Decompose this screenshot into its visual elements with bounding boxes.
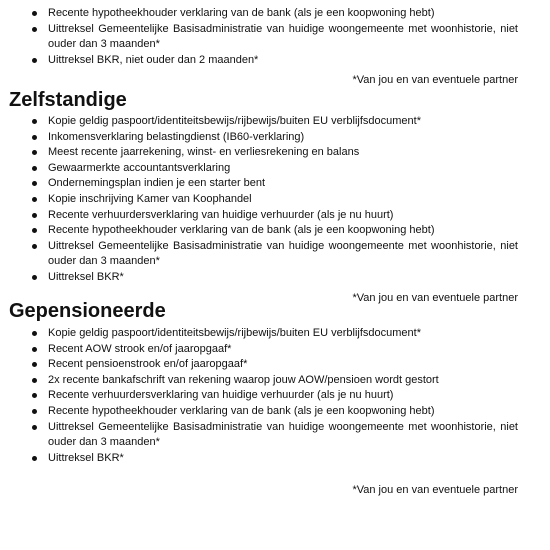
list-item: Uittreksel BKR* bbox=[0, 270, 550, 286]
intro-section bbox=[0, 6, 550, 88]
list-item: Meest recente jaarrekening, winst- en verliesrekening en balans bbox=[0, 145, 550, 161]
list-item: 2x recente bankafschrift van rekening waarop jouw AOW/pensioen wordt gestort bbox=[0, 373, 550, 389]
list-item: Kopie inschrijving Kamer van Koophandel bbox=[0, 192, 550, 208]
partner-note: *Van jou en van eventuele partner bbox=[352, 74, 518, 87]
list-item: Recente hypotheekhouder verklaring van de bank (als je een koopwoning hebt) bbox=[0, 223, 550, 239]
section-heading: Zelfstandige bbox=[9, 89, 127, 111]
list-item: Kopie geldig paspoort/identiteitsbewijs/rijbewijs/buiten EU verblijfsdocument* bbox=[0, 326, 550, 342]
list-item: Uittreksel BKR, niet ouder dan 2 maanden* bbox=[0, 53, 550, 69]
list-item: Recente hypotheekhouder verklaring van de bank (als je een koopwoning hebt) bbox=[0, 6, 550, 22]
section-heading: Gepensioneerde bbox=[9, 300, 166, 322]
list-item: Uittreksel Gemeentelijke Basisadministratie van huidige woongemeente met woonhistorie, niet ouder dan 3 maanden* bbox=[0, 420, 550, 451]
list-item: Recente verhuurdersverklaring van huidige verhuurder (als je nu huurt) bbox=[0, 208, 550, 224]
zelfstandige-list bbox=[0, 114, 550, 286]
gepensioneerde-list bbox=[0, 326, 550, 466]
list-item: Uittreksel Gemeentelijke Basisadministratie van huidige woongemeente met woonhistorie, niet ouder dan 3 maanden* bbox=[0, 239, 550, 270]
list-item: Recente hypotheekhouder verklaring van de bank (als je een koopwoning hebt) bbox=[0, 404, 550, 420]
gepensioneerde-section bbox=[0, 299, 550, 498]
list-item: Recent AOW strook en/of jaaropgaaf* bbox=[0, 342, 550, 358]
list-item: Uittreksel BKR* bbox=[0, 451, 550, 467]
partner-note: *Van jou en van eventuele partner bbox=[352, 484, 518, 497]
list-item: Uittreksel Gemeentelijke Basisadministratie van huidige woongemeente met woonhistorie, niet ouder dan 3 maanden* bbox=[0, 22, 550, 53]
list-item: Recent pensioenstrook en/of jaaropgaaf* bbox=[0, 357, 550, 373]
list-item: Ondernemingsplan indien je een starter bent bbox=[0, 176, 550, 192]
partner-note: *Van jou en van eventuele partner bbox=[352, 291, 518, 304]
list-item: Gewaarmerkte accountantsverklaring bbox=[0, 161, 550, 177]
list-item: Recente verhuurdersverklaring van huidige verhuurder (als je nu huurt) bbox=[0, 388, 550, 404]
zelfstandige-section bbox=[0, 88, 550, 306]
list-item: Inkomensverklaring belastingdienst (IB60-verklaring) bbox=[0, 130, 550, 146]
intro-list bbox=[0, 6, 550, 68]
list-item: Kopie geldig paspoort/identiteitsbewijs/rijbewijs/buiten EU verblijfsdocument* bbox=[0, 114, 550, 130]
